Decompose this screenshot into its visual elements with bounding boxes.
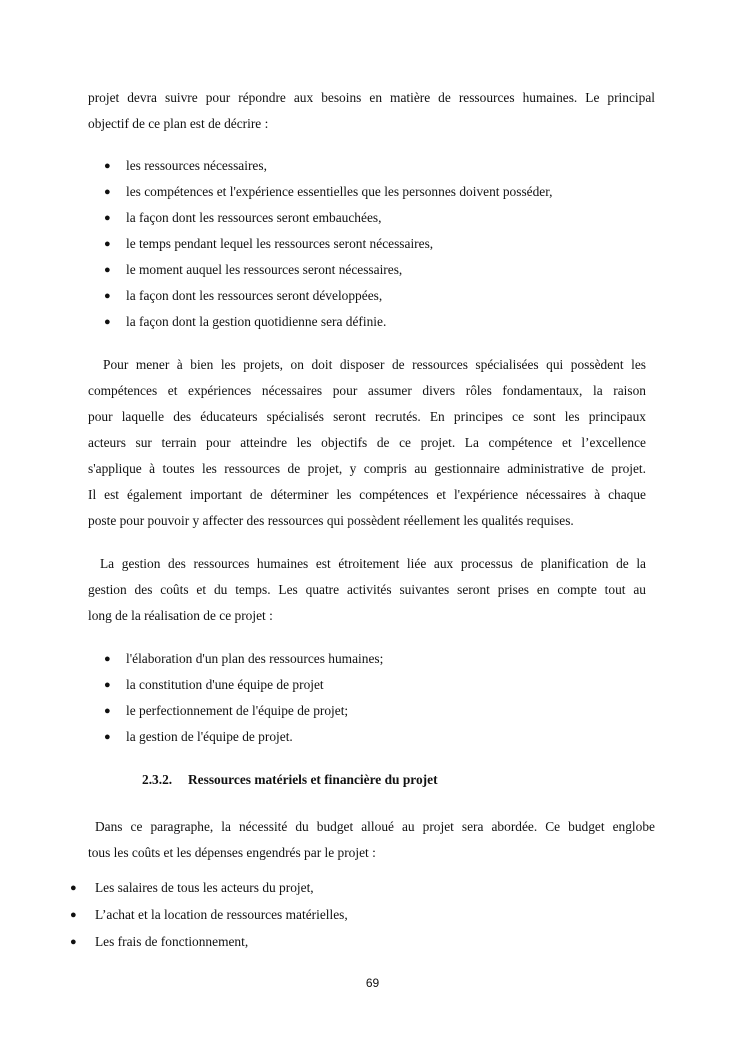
bullet-icon: ● <box>104 238 111 250</box>
bullet-icon: ● <box>70 936 77 948</box>
paragraph-line: compétences et expériences nécessaires pour assumer divers rôles fondamentaux, la raison <box>88 383 646 398</box>
bullet-icon: ● <box>70 909 77 921</box>
list-item: la façon dont la gestion quotidienne sera définie. <box>126 314 387 329</box>
paragraph-line: s'applique à toutes les ressources de projet, y compris au gestionnaire administrative de projet. <box>88 461 646 476</box>
intro-line: objectif de ce plan est de décrire : <box>88 116 269 131</box>
paragraph-line: Pour mener à bien les projets, on doit disposer de ressources spécialisées qui possèdent les <box>103 357 646 372</box>
list-item: la façon dont les ressources seront développées, <box>126 288 383 303</box>
bullet-icon: ● <box>70 882 77 894</box>
list-item: la constitution d'une équipe de projet <box>126 677 324 692</box>
bullet-icon: ● <box>104 731 111 743</box>
bullet-icon: ● <box>104 679 111 691</box>
paragraph-line: tous les coûts et les dépenses engendrés par le projet : <box>88 845 376 860</box>
section-title: Ressources matériels et financière du projet <box>188 772 438 787</box>
bullet-icon: ● <box>104 186 111 198</box>
bullet-icon: ● <box>104 290 111 302</box>
list-item: les ressources nécessaires, <box>126 158 267 173</box>
list-item: Les salaires de tous les acteurs du projet, <box>95 880 314 895</box>
list-item: les compétences et l'expérience essentielles que les personnes doivent posséder, <box>126 184 553 199</box>
paragraph-line: gestion des coûts et du temps. Les quatre activités suivantes seront prises en compte tout au <box>88 582 646 597</box>
paragraph-line: poste pour pouvoir y affecter des ressources qui possèdent réellement les qualités requises. <box>88 513 574 528</box>
paragraph-line: Il est également important de déterminer les compétences et l'expérience nécessaires à chaque <box>88 487 646 502</box>
bullet-icon: ● <box>104 316 111 328</box>
list-item: L’achat et la location de ressources matérielles, <box>95 907 348 922</box>
page-number: 69 <box>365 976 380 990</box>
bullet-icon: ● <box>104 705 111 717</box>
list-item: la façon dont les ressources seront embauchées, <box>126 210 382 225</box>
paragraph-line: Dans ce paragraphe, la nécessité du budget alloué au projet sera abordée. Ce budget englobe <box>95 819 655 834</box>
bullet-icon: ● <box>104 264 111 276</box>
bullet-icon: ● <box>104 212 111 224</box>
list-item: Les frais de fonctionnement, <box>95 934 249 949</box>
list-item: la gestion de l'équipe de projet. <box>126 729 293 744</box>
bullet-icon: ● <box>104 160 111 172</box>
bullet-icon: ● <box>104 653 111 665</box>
paragraph-line: La gestion des ressources humaines est étroitement liée aux processus de planification de la <box>100 556 646 571</box>
list-item: le perfectionnement de l'équipe de projet; <box>126 703 349 718</box>
list-item: l'élaboration d'un plan des ressources humaines; <box>126 651 384 666</box>
paragraph-line: long de la réalisation de ce projet : <box>88 608 273 623</box>
list-item: le moment auquel les ressources seront nécessaires, <box>126 262 403 277</box>
paragraph-line: pour laquelle des éducateurs spécialisés seront recrutés. En principes ce sont les principaux <box>88 409 646 424</box>
list-item: le temps pendant lequel les ressources seront nécessaires, <box>126 236 434 251</box>
intro-line: projet devra suivre pour répondre aux besoins en matière de ressources humaines. Le principal <box>88 90 655 105</box>
paragraph-line: acteurs sur terrain pour atteindre les objectifs de ce projet. La compétence et l’excellence <box>88 435 646 450</box>
section-number: 2.3.2. <box>142 772 173 787</box>
